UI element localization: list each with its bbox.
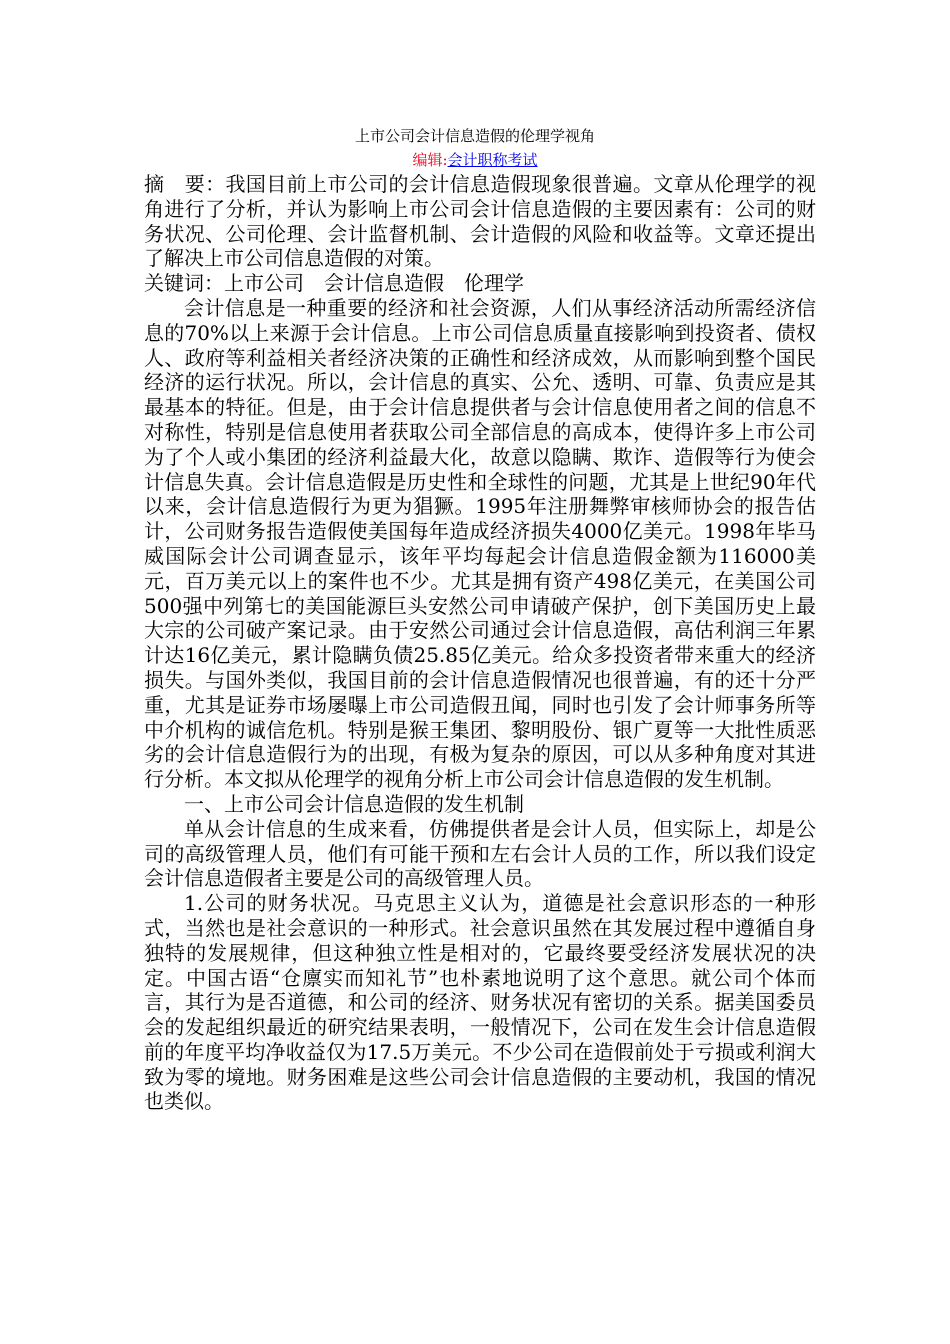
body-paragraph: 单从会计信息的生成来看，仿佛提供者是会计人员，但实际上，却是公司的高级管理人员，他们有可能干预和左右会计人员的工作，所以我们设定会计信息造假者主要是公司的高级管理人员。 xyxy=(144,816,816,891)
section-heading: 一、上市公司会计信息造假的发生机制 xyxy=(184,791,524,816)
editor-link[interactable]: 会计职称考试 xyxy=(447,151,538,169)
abstract-paragraph: 摘 要：我国目前上市公司的会计信息造假现象很普遍。文章从伦理学的视角进行了分析，并认为影响上市公司会计信息造假的主要因素有：公司的财务状况、公司伦理、会计监督机制、会计造假的风险和收益等。文章还提出了解决上市公司信息造假的对策。 xyxy=(144,172,816,271)
editor-line xyxy=(0,150,950,170)
document-body xyxy=(144,172,816,1114)
keywords-line: 关键词：上市公司 会计信息造假 伦理学 xyxy=(144,271,524,296)
body-paragraph: 会计信息是一种重要的经济和社会资源，人们从事经济活动所需经济信息的70%以上来源于会计信息。上市公司信息质量直接影响到投资者、债权人、政府等利益相关者经济决策的正确性和经济成效，从而影响到整个国民经济的运行状况。所以，会计信息的真实、公允、透明、可靠、负责应是其最基本的特征。但是，由于会计信息提供者与会计信息使用者之间的信息不对称性，特别是信息使用者获取公司全部信息的高成本，使得许多上市公司为了个人或小集团的经济利益最大化，故意以隐瞒、欺诈、造假等行为使会计信息失真。会计信息造假是历史性和全球性的问题，尤其是上世纪90年代以来，会计信息造假行为更为猖獗。1995年注册舞弊审核师协会的报告估计，公司财务报告造假使美国每年造成经济损失4000亿美元。1998年毕马威国际会计公司调查显示，该年平均每起会计信息造假金额为116000美元，百万美元以上的案件也不少。尤其是拥有资产498亿美元，在美国公司500强中列第七的美国能源巨头安然公司申请破产保护，创下美国历史上最大宗的公司破产案记录。由于安然公司通过会计信息造假，高估利润三年累计达16亿美元，累计隐瞒负债25.85亿美元。给众多投资者带来重大的经济损失。与国外类似，我国目前的会计信息造假情况也很普遍，有的还十分严重，尤其是证券市场屡曝上市公司造假丑闻，同时也引发了会计师事务所等中介机构的诚信危机。特别是猴王集团、黎明股份、银广夏等一大批性质恶劣的会计信息造假行为的出现，有极为复杂的原因，可以从多种角度对其进行分析。本文拟从伦理学的视角分析上市公司会计信息造假的发生机制。 xyxy=(144,295,816,792)
document-title: 上市公司会计信息造假的伦理学视角 xyxy=(354,127,595,145)
body-paragraph: 1.公司的财务状况。马克思主义认为，道德是社会意识形态的一种形式，当然也是社会意识的一种形式。社会意识虽然在其发展过程中遵循自身独特的发展规律，但这种独立性是相对的，它最终要受经济发展状况的决定。中国古语“仓廪实而知礼节”也朴素地说明了这个意思。就公司个体而言，其行为是否道德，和公司的经济、财务状况有密切的关系。据美国委员会的发起组织最近的研究结果表明，一般情况下，公司在发生会计信息造假前的年度平均净收益仅为17.5万美元。不少公司在造假前处于亏损或利润大致为零的境地。财务困难是这些公司会计信息造假的主要动机，我国的情况也类似。 xyxy=(144,891,816,1114)
editor-label: 编辑: xyxy=(412,151,448,169)
